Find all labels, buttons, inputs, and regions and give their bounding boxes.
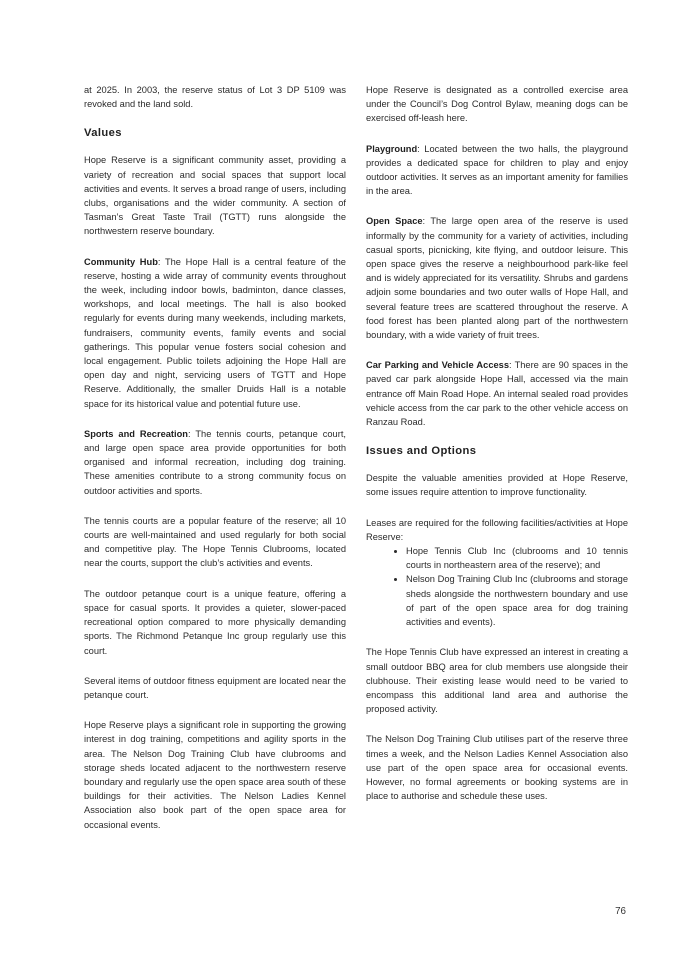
playground-paragraph — [366, 142, 628, 199]
issues-heading: Issues and Options — [366, 445, 477, 458]
dog-club-paragraph: The Nelson Dog Training Club utilises part of the reserve three times a week, and the Nelson Ladies Kennel Association also use part of the open space area for occasional events. However, no formal agreements or booking systems are in place to authorise and schedule these uses. — [366, 734, 628, 802]
list-item: • Nelson Dog Training Club Inc (clubrooms and storage sheds alongside the northwestern boundary and use of part of the open space area for dog training activities and events). — [406, 572, 628, 629]
intro-paragraph: at 2025. In 2003, the reserve status of Lot 3 DP 5109 was revoked and the land sold. — [84, 85, 346, 110]
community-hub-paragraph — [84, 255, 346, 411]
car-parking-paragraph — [366, 358, 628, 429]
values-heading: Values — [84, 127, 122, 140]
playground-text: : Located between the two halls, the playground provides a dedicated space for children to play and enjoy outdoor activities. It serves as an important amenity for families in the area. — [366, 143, 628, 197]
left-column — [84, 83, 346, 832]
leases-list — [366, 544, 628, 629]
community-hub-text: : The Hope Hall is a central feature of the reserve, hosting a wide array of community events throughout the week, including indoor bowls, badminton, dance classes, workshops, and local meetings. The hall is also booked regularly for events during many weekends, including markets, fundraisers, community events, family events and social gatherings. This popular venue fosters social cohesion and local engagement. Public toilets adjoining the Hope Hall are open day and night, servicing users of TGTT and Hope Reserve. Additionally, the smaller Druids Hall is a notable space for its historical value and potential future use. — [84, 256, 346, 409]
right-column — [366, 83, 628, 803]
values-paragraph: Hope Reserve is a significant community asset, providing a variety of recreation and social spaces that support local activities and events. It serves a broad range of users, including clubs, organisations and the wider community. A section of Tasman’s Great Taste Trail (TGTT) runs alongside the northwestern reserve boundary. — [84, 155, 347, 237]
tennis-bbq-paragraph: The Hope Tennis Club have expressed an interest in creating a small outdoor BBQ area for club members use alongside their clubhouse. Their existing lease would need to be varied to encompass this additional land area and authorise the proposed activity. — [366, 647, 628, 715]
open-space-text: : The large open area of the reserve is used informally by the community for a variety of activities, including casual sports, picnicking, kite flying, and outdoor leisure. This open space gives the reserve a neighbourhood park-like feel and is widely appreciated for its versatility. Shrubs and gardens adjoin some boundaries and two outer walls of Hope Hall, and several feature trees are scattered throughout the reserve. A food forest has been planted along part of the northwestern boundary, with a wide variety of fruit trees. — [366, 216, 628, 341]
petanque-paragraph: The outdoor petanque court is a unique feature, offering a space for casual sports. It provides a quieter, slower-paced recreational option compared to more physically demanding sports. The Richmond Petanque Inc group regularly use this court. — [84, 588, 346, 656]
leases-paragraph: Leases are required for the following facilities/activities at Hope Reserve: — [366, 517, 628, 542]
dog-training-paragraph: Hope Reserve plays a significant role in supporting the growing interest in dog training, competitions and agility sports in the area. The Nelson Dog Training Club have clubrooms and storage sheds located adjacent to the northwestern reserve boundary and regularly use the open space area south of these buildings for their activities. The Nelson Ladies Kennel Association also book part of the open space area for occasional events. — [84, 720, 346, 830]
exercise-area-paragraph: Hope Reserve is designated as a controlled exercise area under the Council’s Dog Control Bylaw, meaning dogs can be exercised off-leash here. — [366, 85, 628, 124]
car-parking-label: Car Parking and Vehicle Access — [366, 360, 509, 371]
sports-label: Sports and Recreation — [84, 428, 188, 439]
open-space-label: Open Space — [366, 216, 423, 227]
issues-paragraph: Despite the valuable amenities provided at Hope Reserve, some issues require attention to improve functionality. — [366, 473, 628, 498]
community-hub-label: Community Hub — [84, 256, 158, 267]
car-parking-text: : There are 90 spaces in the paved car park alongside Hope Hall, accessed via the main entrance off Main Road Hope. An internal sealed road provides vehicle access from the car park to the other vehicle access on Ranzau Road. — [366, 360, 628, 428]
open-space-paragraph — [366, 214, 628, 342]
sports-text: : The tennis courts, petanque court, and large open space area provide opportunities for both organised and informal recreation, including dog training. These amenities contribute to a strong community focus on outdoor activities and sports. — [84, 428, 346, 496]
list-item: • Hope Tennis Club Inc (clubrooms and 10 tennis courts in northeastern area of the reserve); and — [406, 544, 628, 572]
fitness-paragraph: Several items of outdoor fitness equipment are located near the petanque court. — [84, 675, 346, 700]
page-number: 76 — [615, 906, 626, 917]
sports-paragraph — [84, 427, 346, 498]
tennis-paragraph: The tennis courts are a popular feature of the reserve; all 10 courts are well-maintained and used regularly for both social and competitive play. The Hope Tennis Clubrooms, located near the courts, support the club’s activities and events. — [84, 515, 346, 569]
playground-label: Playground — [366, 143, 418, 154]
